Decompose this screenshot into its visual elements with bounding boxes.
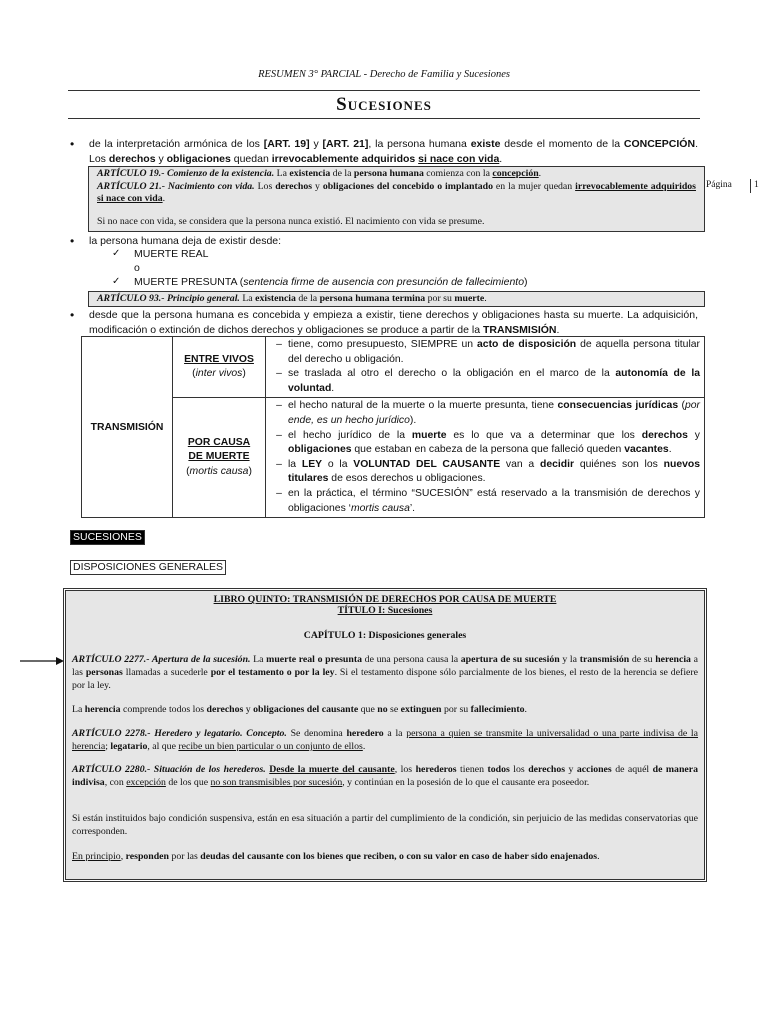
entre-vivos-point-1: – tiene, como presupuesto, SIEMPRE un acto de disposición de aquella persona titular del derecho u obligación. (276, 339, 701, 365)
article-2278: ARTÍCULO 2278.- Heredero y legatario. Concepto. Se denomina heredero a la persona a quien se transmite la universalidad o una parte indivisa de la herencia; legatario, al que recibe un bien particular o un conjunto de ellos. (72, 728, 699, 752)
bullet-icon: • (70, 308, 75, 322)
article-21: ARTÍCULO 21.- Nacimiento con vida. Los derechos y obligaciones del concebido o implantado en la mujer quedan irrevocablemente adquiridos si nace con vida. (97, 180, 696, 205)
paragraph-concepcion: de la interpretación armónica de los [ART. 19] y [ART. 21], la persona humana existe desde el momento de la CONCEPCIÓN. Los derechos y obligaciones quedan irrevocablemente adquiridos si nace con vida. (89, 138, 698, 165)
paragraph-transmision: desde que la persona humana es concebida y empieza a existir, tiene derechos y obligaciones hasta su muerte. La adquisición, modificación o extinción de dichos derechos y obligaciones se produce a partir de la TRANSMISIÓN. (89, 309, 698, 336)
article-21-second-paragraph: Si no nace con vida, se considera que la persona nunca existió. El nacimiento con vida se presume. (97, 215, 485, 227)
article-box-93 (88, 291, 705, 307)
header-rule-top (68, 90, 700, 91)
transmision-label: TRANSMISIÓN (82, 337, 173, 518)
titulo-heading: TÍTULO I: Sucesiones (337, 605, 433, 616)
arrow-right-icon (20, 655, 64, 667)
responden-paragraph: En principio, responden por las deudas del causante con los bienes que reciben, o con su valor en caso de haber sido enajenados. (72, 851, 600, 862)
page-number: 1 (754, 180, 759, 190)
entre-vivos-description (266, 337, 705, 398)
section-tag-disposiciones: DISPOSICIONES GENERALES (70, 560, 226, 575)
header-rule-bottom (68, 118, 700, 119)
libro-heading: LIBRO QUINTO: TRANSMISIÓN DE DERECHOS POR CAUSA DE MUERTE (213, 594, 557, 605)
article-2280: ARTÍCULO 2280.- Situación de los herederos. Desde la muerte del causante, los herederos tienen todos los derechos y acciones de aquél de manera indivisa, con excepción de los que no son transmisibles por sucesión, y continúan en la posesión de lo que el causante era poseedor. (72, 764, 699, 788)
law-excerpt-box (65, 590, 705, 880)
article-93: ARTÍCULO 93.- Principio general. La existencia de la persona humana termina por su muerte. (97, 293, 487, 304)
bullet-icon: • (70, 137, 75, 151)
page-marker (706, 180, 759, 190)
item-muerte-presunta: MUERTE PRESUNTA (sentencia firme de ausencia con presunción de fallecimiento) (134, 276, 528, 288)
running-header: RESUMEN 3° PARCIAL - Derecho de Familia y Sucesiones (258, 69, 510, 80)
paragraph-deja-de-existir: la persona humana deja de existir desde: (89, 235, 282, 247)
entre-vivos-cell: ENTRE VIVOS (inter vivos) (173, 337, 266, 398)
conjunction-o: o (134, 262, 140, 274)
bullet-icon: • (70, 234, 75, 248)
mortis-point-3: – la LEY o la VOLUNTAD DEL CAUSANTE van a decidir quiénes son los nuevos titulares de esos derechos u obligaciones. (276, 458, 701, 485)
page-title: Sucesiones (336, 94, 432, 115)
herencia-paragraph: La herencia comprende todos los derechos y obligaciones del causante que no se extinguen por su fallecimiento. (72, 704, 527, 715)
entre-vivos-point-2: – se traslada al otro el derecho o la obligación en el marco de la autonomía de la voluntad. (276, 368, 700, 394)
mortis-point-1: – el hecho natural de la muerte o la muerte presunta, tiene consecuencias jurídicas (por ende, es un hecho jurídico). (276, 400, 700, 426)
mortis-causa-cell: POR CAUSA DE MUERTE (mortis causa) (173, 398, 266, 518)
mortis-point-2: – el hecho jurídico de la muerte es lo que va a determinar que los derechos y obligaciones que estaban en cabeza de la persona que falleció queden vacantes. (276, 429, 700, 456)
condicion-paragraph: Si están instituidos bajo condición suspensiva, están en esa situación a partir del cumplimiento de la condición, sin perjuicio de las medidas conservatorias que corresponden. (72, 813, 698, 837)
article-box-19-21 (88, 166, 705, 232)
mortis-point-4: – en la práctica, el término “SUCESIÓN” está reservado a la transmisión de derechos y obligaciones ‘mortis causa’. (276, 487, 700, 514)
page-divider (750, 179, 751, 193)
capitulo-heading: CAPÍTULO 1: Disposiciones generales (303, 630, 467, 641)
article-19: ARTÍCULO 19.- Comienzo de la existencia. La existencia de la persona humana comienza con la concepción. (97, 168, 542, 179)
article-2277: ARTÍCULO 2277.- Apertura de la sucesión. La muerte real o presunta de una persona causa la apertura de su sucesión y la transmisión de su herencia a las personas llamadas a sucederle por el testamento o por la ley. Si el testamento dispone sólo parcialmente de los bienes, el resto de la herencia se defiere por la ley. (72, 654, 698, 691)
checkmark-icon: ✓ (112, 248, 121, 259)
item-muerte-real: MUERTE REAL (134, 248, 209, 260)
transmision-table (81, 336, 705, 518)
checkmark-icon: ✓ (112, 276, 121, 287)
mortis-causa-description (266, 398, 705, 518)
page-label: Página (706, 180, 732, 190)
section-tag-sucesiones: SUCESIONES (70, 530, 145, 545)
